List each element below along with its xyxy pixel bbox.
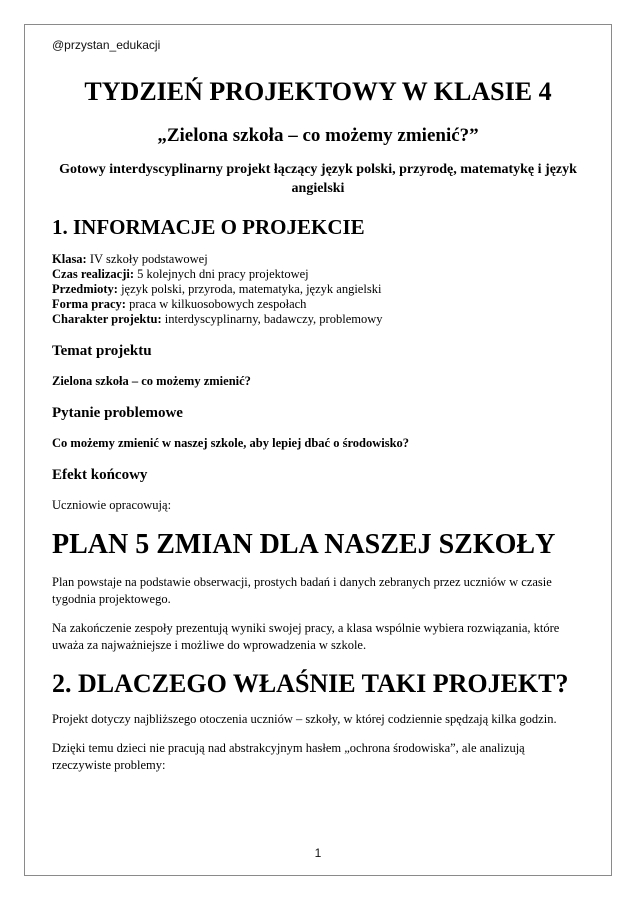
- question-text: Co możemy zmienić w naszej szkole, aby lepiej dbać o środowisko?: [52, 436, 410, 450]
- info-row-subjects: [52, 282, 584, 297]
- question-heading: Pytanie problemowe: [52, 405, 183, 421]
- info-label: Klasa:: [52, 252, 87, 266]
- info-label: Czas realizacji:: [52, 267, 135, 281]
- document-intro: Gotowy interdyscyplinarny projekt łączący język polski, przyrodę, matematykę i język angielski: [59, 162, 577, 196]
- document-subtitle: „Zielona szkoła – co możemy zmienić?”: [157, 125, 479, 146]
- info-value: praca w kilkuosobowych zespołach: [125, 297, 307, 311]
- plan-paragraph-2: Na zakończenie zespoły prezentują wyniki swojej pracy, a klasa wspólnie wybiera rozwiązania, które uważa za najważniejsze i możliwe do wprowadzenia w szkole.: [52, 621, 560, 652]
- topic-text: Zielona szkoła – co możemy zmienić?: [52, 374, 251, 388]
- section1-heading: 1. INFORMACJE O PROJEKCIE: [52, 215, 365, 239]
- section2-paragraph-2: Dzięki temu dzieci nie pracują nad abstrakcyjnym hasłem „ochrona środowiska”, ale analizują rzeczywiste problemy:: [52, 741, 525, 772]
- info-row-character: [52, 312, 584, 327]
- info-value: interdyscyplinarny, badawczy, problemowy: [161, 312, 383, 326]
- info-label: Charakter projektu:: [52, 312, 162, 326]
- info-value: IV szkoły podstawowej: [86, 252, 208, 266]
- section2-paragraph-1: Projekt dotyczy najbliższego otoczenia uczniów – szkoły, w której codziennie spędzają kilka godzin.: [52, 712, 557, 726]
- info-label: Przedmioty:: [52, 282, 118, 296]
- info-value: język polski, przyroda, matematyka, język angielski: [117, 282, 382, 296]
- topic-heading: Temat projektu: [52, 343, 152, 359]
- author-handle: @przystan_edukacji: [52, 38, 161, 52]
- effect-intro: Uczniowie opracowują:: [52, 498, 172, 512]
- section2-heading: 2. DLACZEGO WŁAŚNIE TAKI PROJEKT?: [52, 669, 569, 698]
- info-row-class: [52, 252, 584, 267]
- document-title: TYDZIEŃ PROJEKTOWY W KLASIE 4: [84, 77, 552, 106]
- effect-heading: Efekt końcowy: [52, 467, 148, 483]
- info-value: 5 kolejnych dni pracy projektowej: [134, 267, 309, 281]
- info-label: Forma pracy:: [52, 297, 126, 311]
- page-number: 1: [314, 846, 322, 860]
- info-row-time: [52, 267, 584, 282]
- plan-paragraph-1: Plan powstaje na podstawie obserwacji, prostych badań i danych zebranych przez uczniów w czasie tygodnia projektowego.: [52, 575, 552, 606]
- document-content: [52, 76, 584, 774]
- project-info-list: [52, 252, 584, 327]
- plan-heading: PLAN 5 ZMIAN DLA NASZEJ SZKOŁY: [52, 529, 556, 560]
- info-row-form: [52, 297, 584, 312]
